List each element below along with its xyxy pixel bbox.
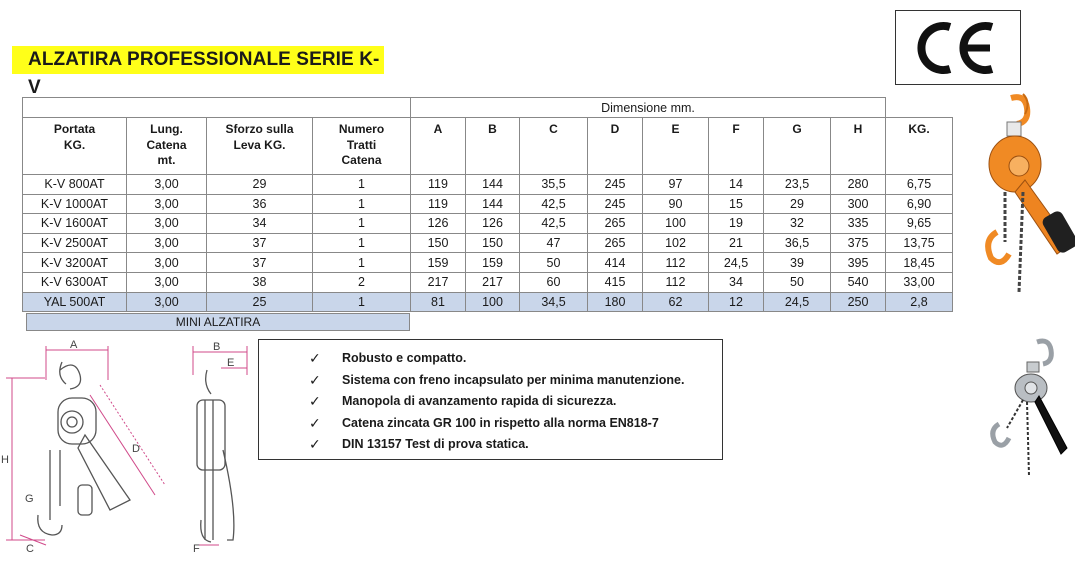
- table-cell: 112: [643, 272, 709, 292]
- column-header-line: Lung.: [150, 122, 183, 136]
- svg-text:H: H: [1, 454, 9, 466]
- table-cell: 25: [207, 292, 313, 312]
- feature-text: Manopola di avanzamento rapida di sicurezza.: [342, 394, 617, 408]
- table-cell: K-V 1600AT: [23, 214, 127, 234]
- table-cell: 24,5: [764, 292, 831, 312]
- table-cell: K-V 2500AT: [23, 233, 127, 253]
- feature-text: Sistema con freno incapsulato per minima manutenzione.: [342, 372, 685, 387]
- column-header: [831, 118, 886, 175]
- feature-item: [309, 434, 722, 456]
- feature-item: [309, 370, 722, 392]
- table-cell: 42,5: [520, 194, 588, 214]
- feature-item: [309, 348, 722, 370]
- table-cell: YAL 500AT: [23, 292, 127, 312]
- table-cell: 15: [709, 194, 764, 214]
- column-header: [313, 118, 411, 175]
- column-header-line: A: [433, 122, 443, 136]
- column-header-line: E: [671, 122, 680, 136]
- table-cell: 159: [466, 253, 520, 273]
- table-cell: 150: [411, 233, 466, 253]
- dimension-header: Dimensione mm.: [411, 98, 886, 118]
- table-row: [23, 175, 953, 195]
- table-cell: 14: [709, 175, 764, 195]
- table-cell: 415: [588, 272, 643, 292]
- table-cell: 1: [313, 214, 411, 234]
- feature-text: Robusto e compatto.: [342, 351, 467, 365]
- table-cell: 47: [520, 233, 588, 253]
- check-icon: ✓: [309, 414, 321, 431]
- table-cell: K-V 800AT: [23, 175, 127, 195]
- column-header-line: mt.: [157, 153, 176, 167]
- table-cell: 3,00: [127, 272, 207, 292]
- table-cell: 50: [520, 253, 588, 273]
- table-cell: 100: [643, 214, 709, 234]
- table-cell: K-V 3200AT: [23, 253, 127, 273]
- svg-text:A: A: [70, 340, 78, 351]
- table-cell: 3,00: [127, 194, 207, 214]
- blank-header-cell: [23, 98, 411, 118]
- column-header-line: C: [549, 122, 558, 136]
- table-cell: 6,90: [886, 194, 953, 214]
- column-header: [127, 118, 207, 175]
- table-cell: 119: [411, 175, 466, 195]
- table-cell: 36,5: [764, 233, 831, 253]
- table-cell: 100: [466, 292, 520, 312]
- table-row: [23, 194, 953, 214]
- column-header: [588, 118, 643, 175]
- table-cell: 13,75: [886, 233, 953, 253]
- table-cell: 150: [466, 233, 520, 253]
- table-cell: 250: [831, 292, 886, 312]
- gray-mini-hoist-photo: [985, 336, 1080, 486]
- svg-text:B: B: [213, 341, 221, 353]
- column-header: [23, 118, 127, 175]
- svg-text:D: D: [132, 443, 140, 455]
- table-cell: 300: [831, 194, 886, 214]
- column-header-line: G: [792, 122, 802, 136]
- table-cell: 217: [411, 272, 466, 292]
- column-header-line: KG.: [908, 122, 930, 136]
- dimension-header-row: [23, 98, 953, 118]
- table-cell: 33,00: [886, 272, 953, 292]
- table-cell: 144: [466, 194, 520, 214]
- table-cell: 126: [411, 214, 466, 234]
- column-header: [764, 118, 831, 175]
- table-cell: 375: [831, 233, 886, 253]
- table-cell: 34: [207, 214, 313, 234]
- table-cell: 102: [643, 233, 709, 253]
- table-cell: 90: [643, 194, 709, 214]
- technical-drawing-front: [0, 340, 175, 560]
- table-cell: 1: [313, 292, 411, 312]
- table-cell: 265: [588, 233, 643, 253]
- table-cell: 18,45: [886, 253, 953, 273]
- table-cell: 36: [207, 194, 313, 214]
- ce-mark-box: [895, 10, 1021, 85]
- table-row: [23, 214, 953, 234]
- column-header: [886, 118, 953, 175]
- table-cell: 39: [764, 253, 831, 273]
- table-cell: 42,5: [520, 214, 588, 234]
- table-cell: 3,00: [127, 233, 207, 253]
- table-cell: 126: [466, 214, 520, 234]
- table-cell: 217: [466, 272, 520, 292]
- svg-text:F: F: [193, 543, 200, 555]
- table-cell: 245: [588, 194, 643, 214]
- table-cell: 2: [313, 272, 411, 292]
- table-cell: 1: [313, 175, 411, 195]
- technical-drawing-side: [185, 340, 255, 560]
- table-row: [23, 233, 953, 253]
- column-header-line: Leva KG.: [233, 137, 286, 152]
- table-row: [23, 272, 953, 292]
- table-cell: 112: [643, 253, 709, 273]
- table-cell: 540: [831, 272, 886, 292]
- table-cell: 3,00: [127, 214, 207, 234]
- check-icon: ✓: [309, 371, 321, 388]
- column-header: [709, 118, 764, 175]
- table-cell: K-V 6300AT: [23, 272, 127, 292]
- table-cell: 12: [709, 292, 764, 312]
- table-cell: 19: [709, 214, 764, 234]
- column-header-line: KG.: [63, 137, 86, 152]
- column-header-line: Numero: [338, 122, 385, 136]
- column-header-line: Tratti: [346, 137, 377, 152]
- column-header: [207, 118, 313, 175]
- table-row: [23, 292, 953, 312]
- column-header-line: F: [732, 122, 740, 136]
- table-cell: 414: [588, 253, 643, 273]
- table-cell: 37: [207, 233, 313, 253]
- table-cell: 6,75: [886, 175, 953, 195]
- check-icon: ✓: [309, 393, 321, 409]
- table-cell: 335: [831, 214, 886, 234]
- table-cell: K-V 1000AT: [23, 194, 127, 214]
- table-cell: 280: [831, 175, 886, 195]
- column-header-line: Sforzo sulla: [225, 122, 294, 136]
- column-header-line: Portata: [53, 122, 96, 136]
- table-cell: 144: [466, 175, 520, 195]
- page-title: ALZATIRA PROFESSIONALE SERIE K-V: [12, 46, 384, 74]
- spec-table: [22, 97, 953, 312]
- table-cell: 1: [313, 233, 411, 253]
- table-cell: 35,5: [520, 175, 588, 195]
- svg-text:G: G: [25, 493, 34, 505]
- table-cell: 21: [709, 233, 764, 253]
- table-cell: 38: [207, 272, 313, 292]
- column-header-row: [23, 118, 953, 175]
- feature-text: Catena zincata GR 100 in rispetto alla norma EN818-7: [342, 415, 659, 430]
- table-cell: 3,00: [127, 175, 207, 195]
- table-cell: 23,5: [764, 175, 831, 195]
- table-cell: 1: [313, 253, 411, 273]
- table-cell: 62: [643, 292, 709, 312]
- column-header-line: D: [610, 122, 620, 136]
- table-cell: 29: [207, 175, 313, 195]
- feature-item: [309, 391, 722, 413]
- feature-item: [309, 413, 722, 435]
- table-cell: 60: [520, 272, 588, 292]
- table-cell: 37: [207, 253, 313, 273]
- column-header: [643, 118, 709, 175]
- table-cell: 24,5: [709, 253, 764, 273]
- table-cell: 3,00: [127, 253, 207, 273]
- table-cell: 97: [643, 175, 709, 195]
- feature-text: DIN 13157 Test di prova statica.: [342, 437, 529, 451]
- table-cell: 50: [764, 272, 831, 292]
- table-cell: 180: [588, 292, 643, 312]
- column-header: [520, 118, 588, 175]
- table-cell: 2,8: [886, 292, 953, 312]
- table-cell: 1: [313, 194, 411, 214]
- orange-lever-hoist-photo: [975, 92, 1075, 297]
- check-icon: ✓: [309, 436, 321, 452]
- svg-text:C: C: [26, 543, 34, 555]
- column-header-line: H: [853, 122, 863, 136]
- table-cell: 34: [709, 272, 764, 292]
- table-cell: 32: [764, 214, 831, 234]
- table-row: [23, 253, 953, 273]
- features-box: [258, 339, 723, 460]
- table-cell: 34,5: [520, 292, 588, 312]
- check-icon: ✓: [309, 350, 321, 366]
- table-cell: 395: [831, 253, 886, 273]
- ce-mark-icon: [916, 19, 1002, 77]
- table-cell: 245: [588, 175, 643, 195]
- column-header-line: B: [488, 122, 497, 136]
- column-header: [466, 118, 520, 175]
- column-header-line: Catena: [341, 153, 382, 167]
- column-header: [411, 118, 466, 175]
- mini-alzatira-label: MINI ALZATIRA: [26, 313, 410, 331]
- table-cell: 9,65: [886, 214, 953, 234]
- column-header-line: Catena: [146, 137, 187, 152]
- table-cell: 159: [411, 253, 466, 273]
- table-cell: 265: [588, 214, 643, 234]
- table-cell: 81: [411, 292, 466, 312]
- table-cell: 3,00: [127, 292, 207, 312]
- svg-text:E: E: [227, 357, 235, 369]
- table-cell: 119: [411, 194, 466, 214]
- table-cell: 29: [764, 194, 831, 214]
